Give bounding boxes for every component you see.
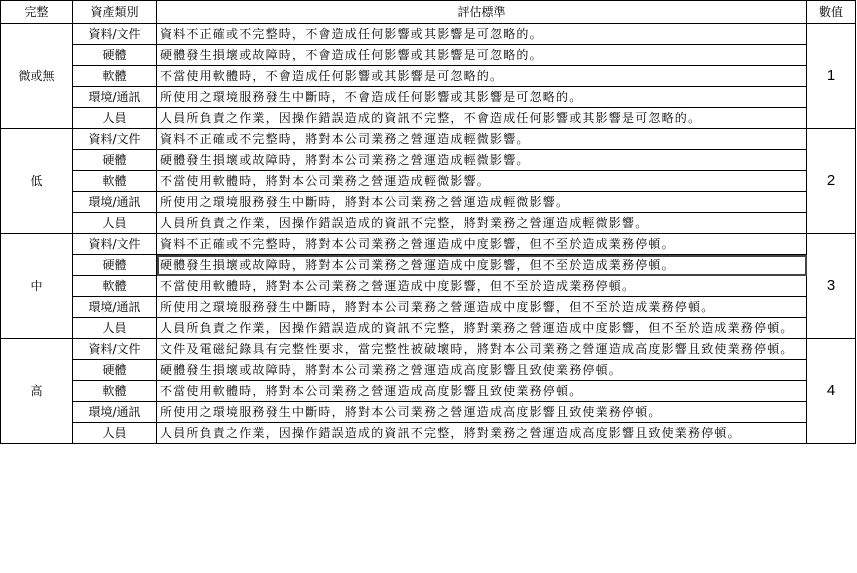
category-cell[interactable]: 硬體 (73, 150, 157, 171)
criteria-cell[interactable]: 硬體發生損壞或故障時，將對本公司業務之營運造成高度影響且致使業務停頓。 (157, 360, 807, 381)
criteria-cell[interactable]: 文件及電磁紀錄具有完整性要求，當完整性被破壞時，將對本公司業務之營運造成高度影響且致使業務停頓。 (157, 339, 807, 360)
level-cell[interactable]: 中 (1, 234, 73, 339)
criteria-cell[interactable]: 資料不正確或不完整時，將對本公司業務之營運造成輕微影響。 (157, 129, 807, 150)
table-row (1, 171, 856, 192)
category-cell[interactable]: 軟體 (73, 381, 157, 402)
criteria-cell[interactable]: 資料不正確或不完整時，不會造成任何影響或其影響是可忽略的。 (157, 24, 807, 45)
value-cell[interactable]: 1 (807, 24, 856, 129)
criteria-cell[interactable]: 人員所負責之作業，因操作錯誤造成的資訊不完整，將對業務之營運造成輕微影響。 (157, 213, 807, 234)
criteria-cell[interactable]: 人員所負責之作業，因操作錯誤造成的資訊不完整，將對業務之營運造成高度影響且致使業務停頓。 (157, 423, 807, 444)
criteria-cell[interactable]: 不當使用軟體時，不會造成任何影響或其影響是可忽略的。 (157, 66, 807, 87)
table-row (1, 381, 856, 402)
category-cell[interactable]: 資料/文件 (73, 234, 157, 255)
category-cell[interactable]: 硬體 (73, 255, 157, 276)
criteria-cell[interactable]: 不當使用軟體時，將對本公司業務之營運造成高度影響且致使業務停頓。 (157, 381, 807, 402)
criteria-cell[interactable]: 所使用之環境服務發生中斷時，將對本公司業務之營運造成高度影響且致使業務停頓。 (157, 402, 807, 423)
table-row (1, 234, 856, 255)
criteria-cell[interactable]: 所使用之環境服務發生中斷時，將對本公司業務之營運造成中度影響，但不至於造成業務停頓。 (157, 297, 807, 318)
table-row (1, 129, 856, 150)
value-cell[interactable]: 4 (807, 339, 856, 444)
criteria-cell[interactable]: 所使用之環境服務發生中斷時，不會造成任何影響或其影響是可忽略的。 (157, 87, 807, 108)
category-cell[interactable]: 環境/通訊 (73, 297, 157, 318)
category-cell[interactable]: 環境/通訊 (73, 402, 157, 423)
category-cell[interactable]: 軟體 (73, 276, 157, 297)
category-cell[interactable]: 資料/文件 (73, 129, 157, 150)
table-row (1, 213, 856, 234)
category-cell[interactable]: 環境/通訊 (73, 192, 157, 213)
table-row (1, 318, 856, 339)
table-row (1, 192, 856, 213)
table-row (1, 24, 856, 45)
criteria-cell[interactable]: 不當使用軟體時，將對本公司業務之營運造成輕微影響。 (157, 171, 807, 192)
header-level[interactable]: 完整 (1, 1, 73, 24)
table-row (1, 87, 856, 108)
category-cell[interactable]: 資料/文件 (73, 339, 157, 360)
criteria-cell[interactable]: 資料不正確或不完整時，將對本公司業務之營運造成中度影響，但不至於造成業務停頓。 (157, 234, 807, 255)
table-row (1, 297, 856, 318)
level-cell[interactable]: 高 (1, 339, 73, 444)
header-value[interactable]: 數值 (807, 1, 856, 24)
table-row (1, 360, 856, 381)
table-row (1, 276, 856, 297)
header-category[interactable]: 資產類別 (73, 1, 157, 24)
header-row (1, 1, 856, 24)
table-row (1, 423, 856, 444)
criteria-cell-selected[interactable]: 硬體發生損壞或故障時，將對本公司業務之營運造成中度影響，但不至於造成業務停頓。 (157, 255, 807, 276)
category-cell[interactable]: 硬體 (73, 45, 157, 66)
level-cell[interactable]: 低 (1, 129, 73, 234)
criteria-cell[interactable]: 人員所負責之作業，因操作錯誤造成的資訊不完整，將對業務之營運造成中度影響，但不至於造成業務停頓。 (157, 318, 807, 339)
value-cell[interactable]: 3 (807, 234, 856, 339)
table-row (1, 66, 856, 87)
value-cell[interactable]: 2 (807, 129, 856, 234)
criteria-cell[interactable]: 人員所負責之作業，因操作錯誤造成的資訊不完整，不會造成任何影響或其影響是可忽略的。 (157, 108, 807, 129)
table-row (1, 108, 856, 129)
criteria-cell[interactable]: 硬體發生損壞或故障時，不會造成任何影響或其影響是可忽略的。 (157, 45, 807, 66)
category-cell[interactable]: 人員 (73, 318, 157, 339)
level-cell[interactable]: 微或無 (1, 24, 73, 129)
criteria-cell[interactable]: 不當使用軟體時，將對本公司業務之營運造成中度影響，但不至於造成業務停頓。 (157, 276, 807, 297)
category-cell[interactable]: 人員 (73, 423, 157, 444)
criteria-cell[interactable]: 所使用之環境服務發生中斷時，將對本公司業務之營運造成輕微影響。 (157, 192, 807, 213)
category-cell[interactable]: 資料/文件 (73, 24, 157, 45)
category-cell[interactable]: 人員 (73, 213, 157, 234)
category-cell[interactable]: 軟體 (73, 171, 157, 192)
category-cell[interactable]: 環境/通訊 (73, 87, 157, 108)
category-cell[interactable]: 人員 (73, 108, 157, 129)
table-row (1, 402, 856, 423)
table-row (1, 45, 856, 66)
table-row (1, 339, 856, 360)
category-cell[interactable]: 硬體 (73, 360, 157, 381)
table-row (1, 255, 856, 276)
header-criteria[interactable]: 評估標準 (157, 1, 807, 24)
category-cell[interactable]: 軟體 (73, 66, 157, 87)
criteria-cell[interactable]: 硬體發生損壞或故障時，將對本公司業務之營運造成輕微影響。 (157, 150, 807, 171)
table-row (1, 150, 856, 171)
